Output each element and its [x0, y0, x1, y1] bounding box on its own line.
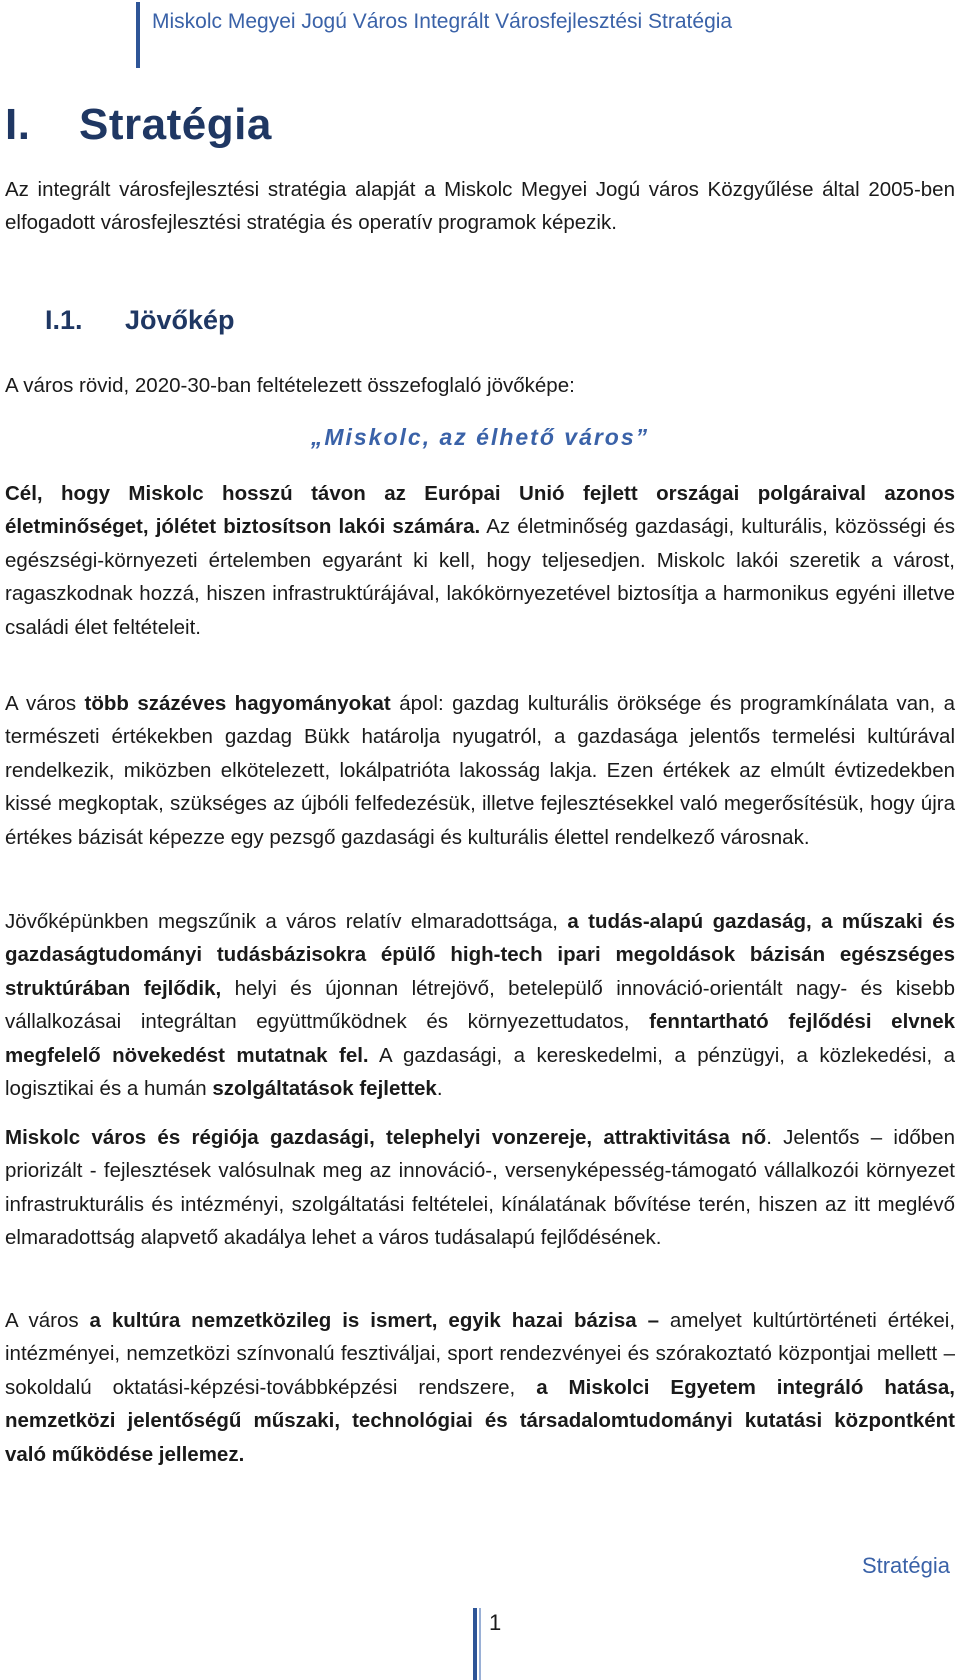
section-number: I. [5, 100, 31, 149]
vision-intro: A város rövid, 2020-30-ban feltételezett összefoglaló jövőképe: [5, 374, 575, 397]
text-run: . [436, 1077, 443, 1101]
bold-run: Miskolc város és régiója gazdasági, telephelyi vonzereje, attraktivitása nő [5, 1126, 767, 1149]
section-heading [5, 100, 272, 150]
paragraph-attractiveness [5, 1121, 955, 1255]
page-number-bar-light [479, 1608, 481, 1680]
bold-run: a Miskolci Egyetem integráló hatása, nemzetközi jelentőségű műszaki, technológiai és társadalomtudományi kutatási központként való működése jellemez. [5, 1375, 955, 1466]
bold-run: szolgáltatások fejlettek [212, 1077, 437, 1101]
section-title: Stratégia [79, 100, 272, 149]
subsection-heading [45, 305, 235, 336]
text-run: ápol: gazdag kulturális öröksége és programkínálata van, a természeti értékekben gazdag Bükk határolja nyugatról, a gazdasága jelentős termelési kultúrával rendelkezik, miközben elkötelezett, lokálpatrióta lakosság lakja. Ezen értékek az elmúlt évtizedekben kissé megkoptak, szükséges az újbóli felfedezésük, illetve fejlesztésekkel való megerősítésük, hogy újra értékes bázisát képezze egy pezsgő gazdasági és kulturális élettel rendelkező városnak. [5, 692, 956, 849]
bold-run: fenntartható fejlődési elvnek megfelelő növekedést mutatnak fel. [5, 1010, 955, 1067]
page-number: 1 [489, 1610, 502, 1635]
footer-section-label: Stratégia [861, 1553, 950, 1578]
goal-text: Az életminőség gazdasági, kulturális, közösségi és egészségi-környezeti értelemben egyaránt ki kell, hogy teljesedjen. Miskolc lakói szeretik a várost, ragaszkodnak hozzá, hiszen infrastruktúrájával, lakókörnyezetével biztosítja a harmonikus egyéni illetve családi élet feltételeit. [5, 515, 955, 639]
text-run: Jövőképünkben megszűnik a város relatív elmaradottsága, [5, 910, 568, 933]
intro-paragraph: Az integrált városfejlesztési stratégia alapját a Miskolc Megyei Jogú város Közgyűlése által 2005-ben elfogadott városfejlesztési stratégia és operatív programok képezik. [5, 178, 955, 235]
text-run: A város [5, 1309, 90, 1332]
vision-quote: „Miskolc, az élhető város” [310, 424, 650, 450]
header-accent-bar [136, 2, 140, 68]
paragraph-culture [5, 1304, 955, 1471]
text-run: A város [5, 692, 85, 715]
paragraph-goal [5, 477, 955, 644]
page-header [136, 0, 936, 68]
text-run: helyi és újonnan létrejövő, betelepülő innováció-orientált nagy- és kisebb vállalkozásai integráltan együttműködnek és környezettudatos, [5, 976, 955, 1034]
subsection-title: Jövőkép [125, 305, 235, 335]
bold-run: a kultúra nemzetközileg is ismert, egyik hazai bázisa – [89, 1309, 659, 1332]
subsection-number: I.1. [45, 305, 83, 335]
text-run: A gazdasági, a kereskedelmi, a pénzügyi, a közlekedési, a logisztikai és a humán [5, 1043, 956, 1101]
page-number-block [473, 1600, 523, 1680]
header-title: Miskolc Megyei Jogú Város Integrált Városfejlesztési Stratégia [152, 10, 733, 33]
page-number-bar [473, 1608, 477, 1680]
text-run: amelyet kultúrtörténeti értékei, intézményei, nemzetközi színvonalú fesztiváljai, sport rendezvényei és szórakoztató központjai mellett – sokoldalú oktatási-képzési-továbbképzési rendszere, [5, 1309, 956, 1399]
goal-bold: Cél, hogy Miskolc hosszú távon az Európai Unió fejlett országai polgáraival azonos életminőséget, jólétet biztosítson lakói számára. [5, 482, 955, 539]
paragraph-economy [5, 905, 955, 1105]
bold-run: a tudás-alapú gazdaság, a műszaki és gazdaságtudományi tudásbázisokra épülő high-tech ipari megoldások bázisán egészséges struktúrában fejlődik, [5, 910, 955, 1000]
text-run: . Jelentős – időben priorizált - fejlesztések valósulnak meg az innováció-, versenyképesség-támogató vállalkozói környezet infrastrukturális és intézményi, szolgáltatási feltételei, kínálatának bővítése terén, hiszen az itt meglévő elmaradottság alapvető akadálya lehet a város tudásalapú fejlődésének. [5, 1126, 955, 1250]
bold-run: több százéves hagyományokat [84, 692, 391, 715]
paragraph-traditions [5, 687, 955, 854]
